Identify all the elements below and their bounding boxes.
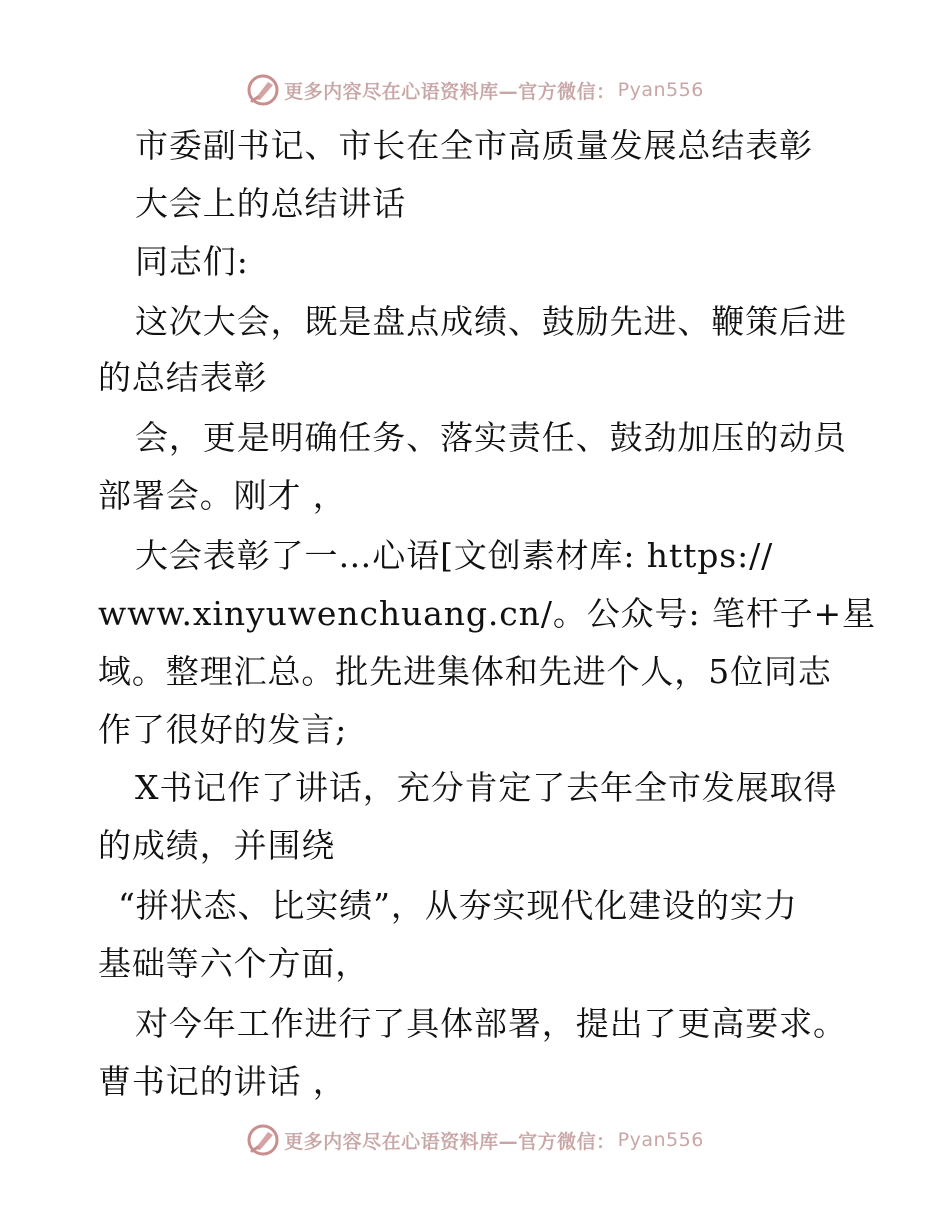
salutation: 同志们: [135, 242, 249, 281]
header-watermark [0, 70, 950, 110]
paragraph-line: 对今年工作进行了具体部署，提出了更高要求。 [135, 1004, 847, 1043]
paragraph-line: “拼状态、比实绩”，从夯实现代化建设的实力 [118, 886, 798, 925]
paragraph-line: www.xinyuwenchuang.cn/。公众号: 笔杆子+星 [98, 594, 877, 633]
paragraph-line: 会，更是明确任务、落实责任、鼓劲加压的动员 [135, 418, 847, 457]
watermark-text: 更多内容尽在心语资料库—官方微信： [284, 80, 616, 103]
paragraph-line: 域。整理汇总。批先进集体和先进个人，5位同志 [98, 652, 832, 691]
quill-pen-logo-icon [246, 73, 280, 107]
footer-watermark [0, 1120, 950, 1160]
title-line-2: 大会上的总结讲话 [135, 184, 407, 223]
paragraph-line: X书记作了讲话，充分肯定了去年全市发展取得 [135, 768, 838, 807]
paragraph-line: 基础等六个方面， [98, 944, 370, 983]
watermark-wechat-id: Pyan556 [617, 1129, 704, 1151]
watermark-text: 更多内容尽在心语资料库—官方微信： [284, 1130, 616, 1153]
paragraph-line: 作了很好的发言; [98, 710, 348, 749]
watermark-wechat-id: Pyan556 [617, 79, 704, 101]
quill-pen-logo-icon [246, 1123, 280, 1157]
paragraph-line: 大会表彰了一…心语[文创素材库: https:// [135, 536, 774, 575]
paragraph-line: 曹书记的讲话 ， [98, 1062, 347, 1101]
paragraph-line: 的成绩，并围绕 [98, 826, 336, 865]
paragraph-line: 的总结表彰 [98, 358, 268, 397]
paragraph-line: 这次大会，既是盘点成绩、鼓励先进、鞭策后进 [135, 302, 847, 341]
paragraph-line: 部署会。刚才 ， [98, 476, 347, 515]
title-line-1: 市委副书记、市长在全市高质量发展总结表彰 [135, 126, 813, 165]
